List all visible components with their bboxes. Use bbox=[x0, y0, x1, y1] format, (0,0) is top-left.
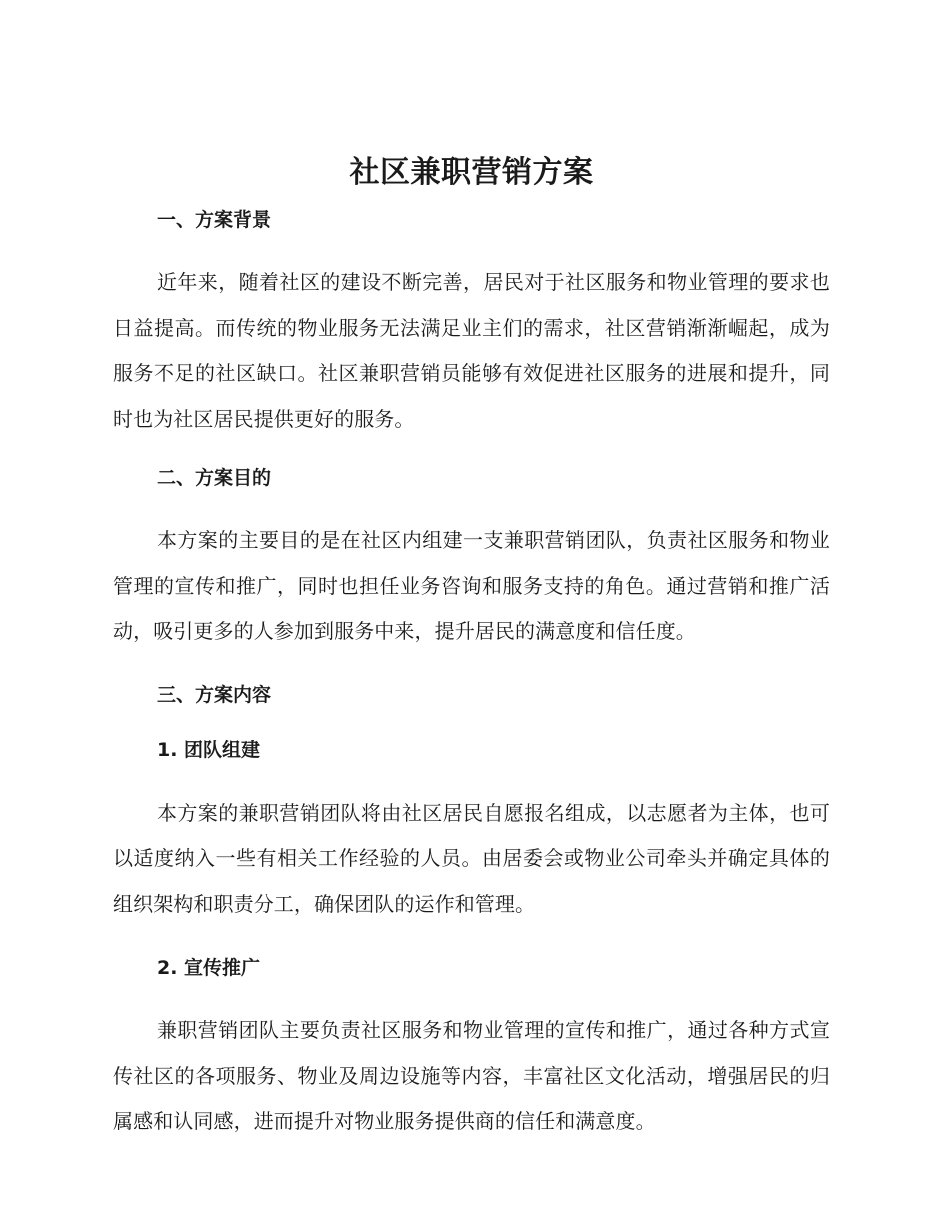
paragraph-purpose: 本方案的主要目的是在社区内组建一支兼职营销团队，负责社区服务和物业管理的宣传和推广，同时也担任业务咨询和服务支持的角色。通过营销和推广活动，吸引更多的人参加到服务中来，提升居民的满意度和信任度。 bbox=[113, 528, 830, 643]
paragraph-background: 近年来，随着社区的建设不断完善，居民对于社区服务和物业管理的要求也日益提高。而传统的物业服务无法满足业主们的需求，社区营销渐渐崛起，成为服务不足的社区缺口。社区兼职营销员能够有效促进社区服务的进展和提升，同时也为社区居民提供更好的服务。 bbox=[113, 270, 830, 431]
document-body bbox=[113, 150, 830, 1145]
document-title: 社区兼职营销方案 bbox=[349, 155, 594, 190]
section-heading-purpose: 二、方案目的 bbox=[157, 467, 272, 489]
paragraph-promotion: 兼职营销团队主要负责社区服务和物业管理的宣传和推广，通过各种方式宣传社区的各项服务、物业及周边设施等内容，丰富社区文化活动，增强居民的归属感和认同感，进而提升对物业服务提供商的信任和满意度。 bbox=[113, 1018, 830, 1133]
subsection-heading-promotion: 2. 宣传推广 bbox=[157, 957, 261, 979]
subsection-heading-team: 1. 团队组建 bbox=[157, 738, 261, 761]
section-heading-content: 三、方案内容 bbox=[157, 683, 272, 706]
paragraph-team: 本方案的兼职营销团队将由社区居民自愿报名组成，以志愿者为主体，也可以适度纳入一些有相关工作经验的人员。由居委会或物业公司牵头并确定具体的组织架构和职责分工，确保团队的运作和管理。 bbox=[113, 800, 830, 916]
section-heading-background: 一、方案背景 bbox=[157, 209, 272, 231]
